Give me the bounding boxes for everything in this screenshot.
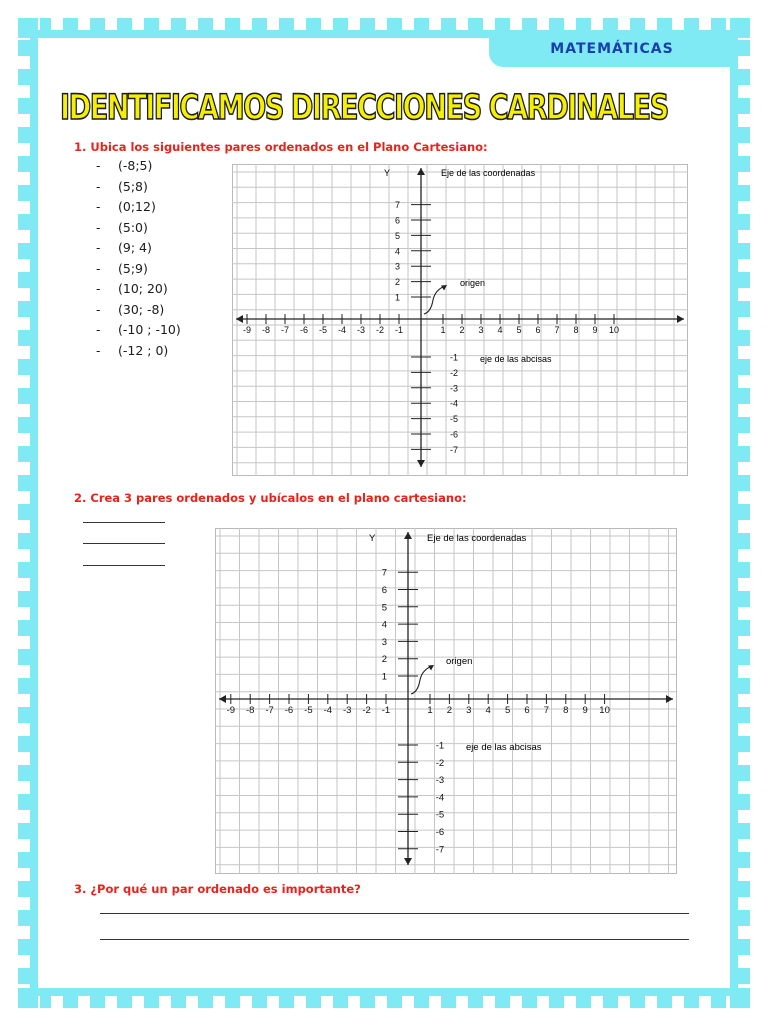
cartesian-plane-1[interactable] xyxy=(232,164,688,476)
y-tick-label: 1 xyxy=(381,671,387,683)
x-axis-name: eje de las abcisas xyxy=(466,742,542,753)
x-tick-label: 2 xyxy=(459,325,465,335)
x-tick-label: 3 xyxy=(478,325,484,335)
answer-blank-3[interactable] xyxy=(83,565,165,566)
x-tick-label: -8 xyxy=(245,705,255,716)
y-tick-label: -3 xyxy=(435,775,445,787)
y-tick-label: 3 xyxy=(394,261,400,272)
y-axis-letter: Y xyxy=(384,168,391,178)
y-tick-label: -5 xyxy=(435,809,445,821)
x-tick-label: 6 xyxy=(524,705,530,716)
x-tick-label: 5 xyxy=(504,705,511,716)
y-tick-label: 2 xyxy=(381,654,387,666)
x-tick-label: -4 xyxy=(323,705,333,716)
x-tick-label: 8 xyxy=(563,705,569,716)
y-tick-label: -7 xyxy=(435,844,445,856)
y-tick-label: -7 xyxy=(449,444,459,455)
x-tick-label: -7 xyxy=(265,705,274,716)
y-tick-label: -2 xyxy=(449,367,459,378)
worksheet-title: IDENTIFICAMOS DIRECCIONES CARDINALES xyxy=(60,88,668,128)
question-3-prompt: 3. ¿Por qué un par ordenado es importante? xyxy=(74,882,361,896)
y-axis-name: Eje de las coordenadas xyxy=(427,533,527,544)
x-axis-name: eje de las abcisas xyxy=(480,354,552,364)
y-tick-label: 7 xyxy=(381,567,387,579)
y-axis-letter: Y xyxy=(369,533,376,544)
answer-line-1[interactable] xyxy=(100,913,689,914)
x-tick-label: -3 xyxy=(342,705,352,716)
x-tick-label: -2 xyxy=(375,325,385,335)
list-item: - (10; 20) xyxy=(96,281,168,296)
origin-label: origen xyxy=(446,656,473,667)
list-item: - (0;12) xyxy=(96,199,156,214)
x-tick-label: -3 xyxy=(356,325,366,335)
y-tick-label: 6 xyxy=(394,215,400,226)
x-tick-label: 1 xyxy=(440,325,446,335)
y-tick-label: 7 xyxy=(394,200,400,211)
y-tick-label: -4 xyxy=(449,398,459,409)
x-tick-label: 4 xyxy=(485,705,491,716)
x-tick-label: 3 xyxy=(466,705,472,716)
x-tick-label: 8 xyxy=(573,325,579,335)
x-tick-label: 5 xyxy=(516,325,522,335)
y-tick-label: -1 xyxy=(449,352,459,363)
x-tick-label: -2 xyxy=(362,705,371,716)
ordered-pairs-list xyxy=(96,158,181,363)
y-tick-label: 5 xyxy=(394,230,400,241)
x-tick-label: 4 xyxy=(497,325,503,335)
x-tick-label: -1 xyxy=(394,325,404,335)
y-tick-label: 4 xyxy=(394,246,400,257)
x-tick-label: 9 xyxy=(592,325,598,335)
y-tick-label: 6 xyxy=(381,585,387,596)
y-tick-label: -3 xyxy=(449,383,459,394)
question-1-prompt: 1. Ubica los siguientes pares ordenados en el Plano Cartesiano: xyxy=(74,140,488,154)
subject-tab xyxy=(489,31,735,67)
origin-label: origen xyxy=(460,278,486,288)
y-tick-label: 4 xyxy=(381,619,387,631)
y-tick-label: 3 xyxy=(381,636,387,648)
x-tick-label: 7 xyxy=(554,325,560,335)
list-item: - (30; -8) xyxy=(96,301,165,317)
y-tick-label: -2 xyxy=(435,757,445,769)
grid xyxy=(232,164,688,476)
x-tick-label: -5 xyxy=(304,705,313,716)
x-tick-label: -4 xyxy=(337,325,347,335)
x-tick-label: -5 xyxy=(318,325,328,335)
x-tick-label: -7 xyxy=(280,325,290,335)
y-tick-label: 5 xyxy=(381,602,387,614)
y-axis-name: Eje de las coordenadas xyxy=(441,168,536,178)
list-item: - (5:0) xyxy=(96,219,148,235)
list-item: - (-8;5) xyxy=(96,158,153,173)
x-tick-label: 2 xyxy=(446,705,453,716)
answer-blank-1[interactable] xyxy=(83,522,165,523)
y-tick-label: -6 xyxy=(435,827,445,838)
subject-label: MATEMÁTICAS xyxy=(550,41,674,57)
x-tick-label: 6 xyxy=(535,325,541,335)
cartesian-plane-2[interactable] xyxy=(215,528,677,874)
x-tick-label: -9 xyxy=(226,705,236,716)
answer-line-2[interactable] xyxy=(100,939,689,940)
list-item: - (-12 ; 0) xyxy=(96,342,169,358)
list-item: - (9; 4) xyxy=(96,240,152,255)
x-tick-label: -1 xyxy=(381,705,391,716)
x-tick-label: 10 xyxy=(599,705,610,716)
question-2-prompt: 2. Crea 3 pares ordenados y ubícalos en el plano cartesiano: xyxy=(74,491,467,505)
x-tick-label: -9 xyxy=(242,325,252,335)
x-tick-label: -6 xyxy=(284,705,294,716)
y-tick-label: -1 xyxy=(435,740,445,752)
y-tick-label: -5 xyxy=(449,414,459,425)
grid xyxy=(215,528,677,874)
list-item: - (5;8) xyxy=(96,178,148,194)
x-tick-label: 9 xyxy=(582,705,588,716)
y-tick-label: -6 xyxy=(449,429,459,440)
x-tick-label: -8 xyxy=(261,325,271,335)
x-tick-label: 7 xyxy=(543,705,550,716)
y-tick-label: -4 xyxy=(435,792,445,804)
y-tick-label: 2 xyxy=(394,277,400,288)
x-tick-label: 10 xyxy=(608,325,620,335)
y-tick-label: 1 xyxy=(394,292,400,303)
x-tick-label: 1 xyxy=(427,705,433,716)
x-tick-label: -6 xyxy=(299,325,309,335)
answer-blank-2[interactable] xyxy=(83,543,165,544)
list-item: - (-10 ; -10) xyxy=(96,322,181,337)
list-item: - (5;9) xyxy=(96,260,148,276)
